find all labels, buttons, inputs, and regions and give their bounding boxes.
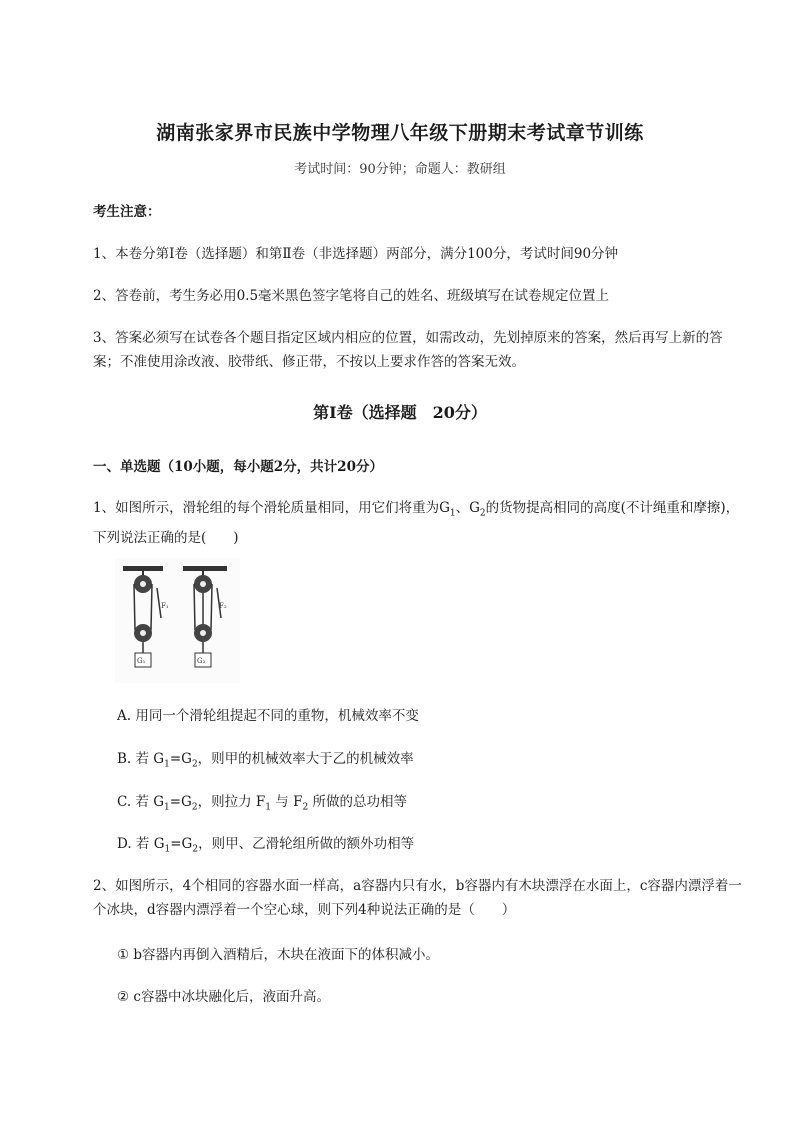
question-2-stem: 2、如图所示，4个相同的容器水面一样高，a容器内只有水，b容器内有木块漂浮在水面上，c容器内漂浮着一个冰块，d容器内漂浮着一个空心球，则下列4种说法正确的是（ ） [93, 878, 742, 918]
notice-item-2: 2、答卷前，考生务必用0.5毫米黑色签字笔将自己的姓名、班级填写在试卷规定位置上 [93, 288, 610, 304]
question-1-option-d[interactable]: D. 若 $G_1=G_2$，则甲、乙滑轮组所做的额外功相等 [117, 836, 415, 855]
notice-heading: 考生注意： [93, 204, 161, 220]
question-1-option-c[interactable]: C. 若 $G_1=G_2$，则拉力 $F_1$ 与 $F_2$ 所做的总功相等 [117, 794, 407, 813]
page-title: 湖南张家界市民族中学物理八年级下册期末考试章节训练 [156, 122, 644, 144]
exam-info: 考试时间：90分钟；命题人：教研组 [294, 162, 506, 177]
question-2-statement-2: ② c容器中冰块融化后，液面升高。 [117, 989, 330, 1005]
notice-item-1: 1、本卷分第I卷（选择题）和第Ⅱ卷（非选择题）两部分，满分100分，考试时间90分钟 [93, 246, 619, 262]
notice-item-3: 3、答案必须写在试卷各个题目指定区域内相应的位置，如需改动，先划掉原来的答案，然后再写上新的答案；不准使用涂改液、胶带纸、修正带，不按以上要求作答的答案无效。 [93, 330, 723, 370]
section-title: 第I卷（选择题 20分） [313, 403, 487, 422]
pulley-figure [115, 558, 240, 683]
question-1-option-a[interactable]: A. 用同一个滑轮组提起不同的重物，机械效率不变 [117, 708, 419, 724]
label-f2: F₂ [219, 602, 227, 610]
question-1-stem: 1、如图所示，滑轮组的每个滑轮质量相同，用它们将重为$G_1$、$G_2$的货物提高相同的高度(不计绳重和摩擦)，下列说法正确的是( ) [93, 500, 740, 546]
question-2-statement-1: ① b容器内再倒入酒精后，木块在液面下的体积减小。 [117, 947, 440, 963]
label-g1: G₁ [137, 657, 146, 665]
part-heading: 一、单选题（10小题，每小题2分，共计20分） [93, 459, 383, 475]
label-f1: F₁ [161, 602, 169, 610]
question-1-option-b[interactable]: B. 若 $G_1=G_2$，则甲的机械效率大于乙的机械效率 [117, 751, 414, 770]
label-g2: G₂ [197, 657, 206, 665]
